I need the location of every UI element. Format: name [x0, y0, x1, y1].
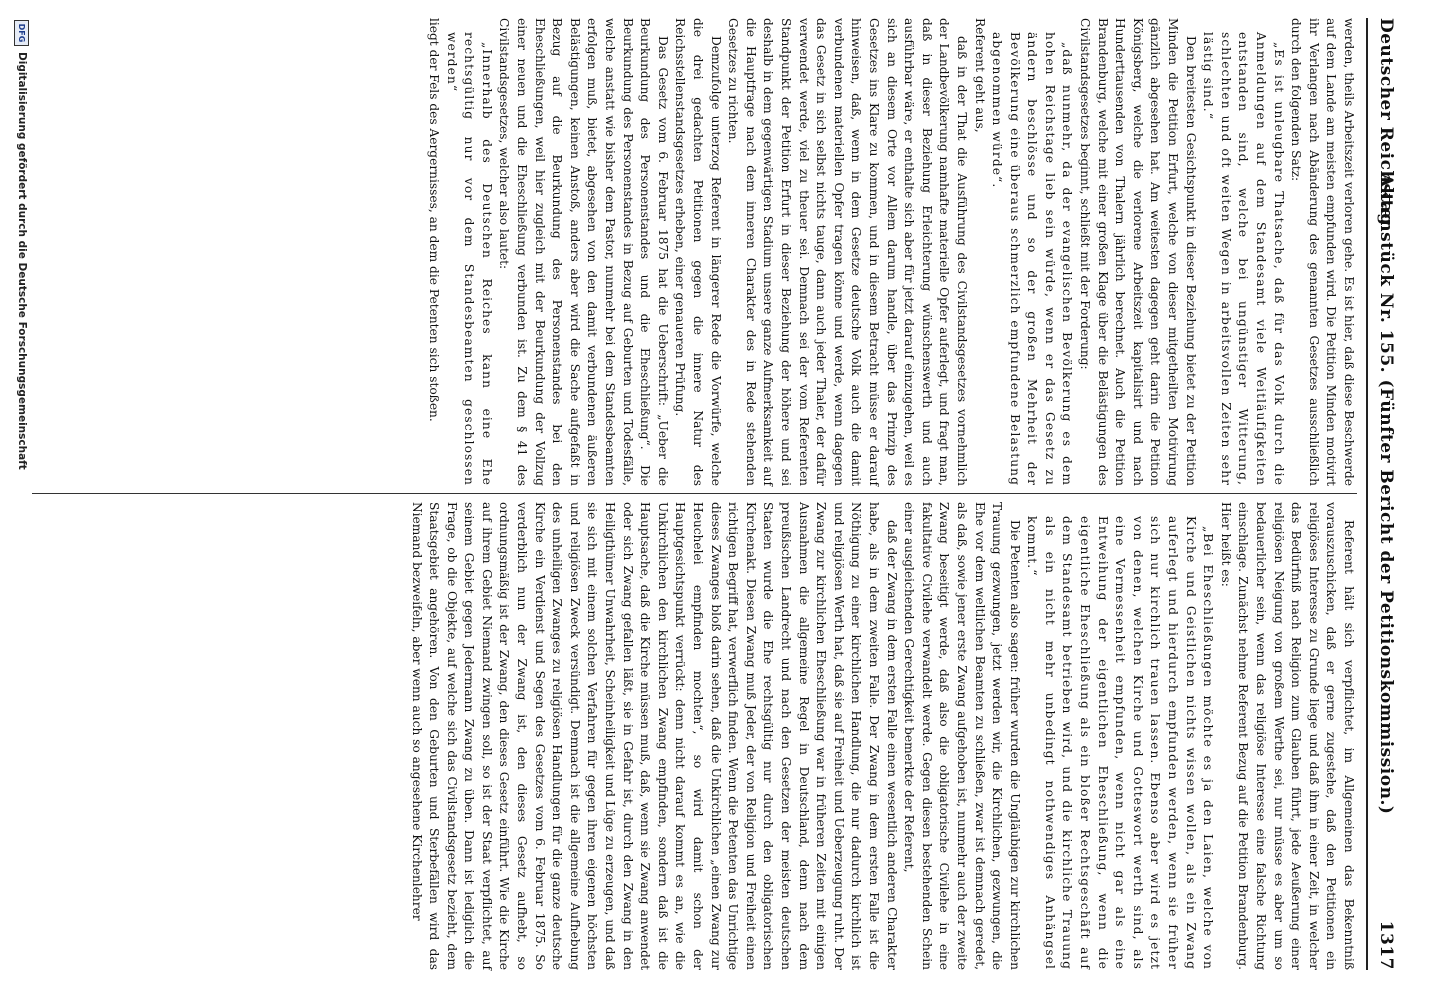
digitization-credit [8, 0, 48, 1000]
header-rule [1366, 18, 1368, 970]
paragraph: Demzufolge unterzog Referent in längerer Rede die Vorwürfe, welche die drei gedachten Petitionen gegen die innere Natur des Reichsstellenstandsgesetzes erheben, einer genaueren Prüfung. [673, 18, 723, 486]
running-header [1370, 18, 1396, 970]
paragraph: Referent geht aus, [972, 18, 987, 133]
digitization-credit-text: Digitalisierung gefördert durch die Deutsche Forschungsgemeinschaft [16, 52, 28, 470]
paragraph: daß der Zwang in dem ersten Falle einen wesentlich anderen Charakter habe, als in dem zweiten Falle. Der Zwang in dem ersten Falle ist die Nöthigung zu einer kirchlichen Handlung, die nur dadurch kirchlich ist und religiösen Werth hat, daß sie auf Freiheit und Ueberzeugung ruht. Der Zwang zur kirchlichen Eheschließung war in früheren Zeiten mit einigen Ausnahmen die allgemeine Regel in Deutschland, denn nach dem preußischen Landrecht und nach den Gesetzen der meisten deutschen Staaten wurde die Ehe rechtsgültig nur durch den obligatorischen Kirchenakt. Diesen Zwang muß Jeder, der von Religion und Freiheit einen richtigen Begriff hat, verwerflich finden. Wenn die Petenten das Unrichtige dieses Zwanges bloß darin sehen, daß die Unkirchlichen „einen Zwang zur Heuchelei empfinden mochten“, so wird damit schon der Hauptgesichtspunkt verrückt: denn nicht darauf kommt es an, wie die Unkirchlichen den kirchlichen Zwang empfinden, sondern daß ist die Hauptsache, daß die Kirche müssen muß, daß, wenn sie Zwang anwendet oder sich Zwang gefallen läßt, sie in Gefahr ist, durch den Zwang in den Heiligthümer Unwahrheit, Scheinheiligkeit und Lüge zu erzeugen, und daß sie sich mit einem solchen Verfahren für gegen ihren eigenen höchsten und religiösen Zweck versündigt. Demnach ist die allgemeine Aufhebung des unheiligen Zwanges zu religiösen Handlungen für die ganze deutsche Kirche ein Verdienst und Segen des Gesetzes vom 6. Februar 1875. So verderblich nun der Zwang ist, den dieses Gesetz aufhebt, so ordnungsmäßig ist der Zwang, den dieses Gesetz einführt. Wie die Kirche auf ihrem Gebiet Niemand zwingen soll, so ist der Staat verpflichtet, auf seinem Gebiet gegen Jedermann Zwang zu üben. Dann ist lediglich die Frage, ob die Objekte, auf welche sich das Civilstandsgesetz bezieht, dem Staatsgebiet angehören. Von den Geburten und Sterbefällen wird das Niemand bezweifeln, aber wenn auch so angesehene Kirchenlehrer [409, 502, 899, 970]
page-number: 1317 [1376, 920, 1396, 970]
paragraph: Referent hält sich verpflichtet, im Allgemeinen das Bekenntniß vorauszuschicken, daß er gerne zugestehe, daß den Petitionen ein religiöses Interesse zu Grunde liege und daß ihm in einer Zeit, in welcher das Bedürfniß nach Religion zum Glauben führt, jede Aeußerung einer religiösen Neigung von großem Werthe sei, nur müsse es aber um so bedauerlicher sein, wenn das religiöse Interesse eine falsche Richtung einschlage. Zunächst nehme Referent Bezug auf die Petition Brandenburg. Hier heißt es: [1218, 502, 1356, 970]
header-document-number [1376, 18, 1396, 970]
quoted-passage: „Innerhalb des Deutschen Reiches kann eine Ehe rechtsgültig nur vor dem Standesbeamten geschlossen werden“ [444, 32, 494, 486]
paragraph: Die Petenten also sagen: früher wurden die Ungläubigen zur kirchlichen Trauung gezwungen, jetzt werden wir, die Kirchlichen, gezwungen, die Ehe vor dem weltlichen Beamten zu schließen, zwar ist demnach geredet, als daß, sowie jener erste Zwang aufgehoben ist, nunmehr auch der zweite Zwang beseitigt werde, daß also die obligatorische Civilehe in eine fakultative Civilehe verwandelt werde. Gegen diesen bestehenden Schein einer ausgleichenden Gerechtigkeit bemerkte der Referent, [902, 502, 1022, 970]
paragraph: Das Gesetz vom 6. Februar 1875 hat die Ueberschrift: „Ueber die Beurkundung des Personenstandes und die Eheschließung“. Die Beurkundung des Personenstandes in Bezug auf Geburten und Todesfälle, welche anstatt wie bisher dem Pastor, nunmehr bei dem Standesbeamten erfolgen muß, bietet, abgesehen von den damit verbundenen äußeren Belästigungen, keinen Anstoß, anders aber wird die Sache aufgefaßt in Bezug auf die Beurkundung des Personenstandes bei den Eheschließungen, weil hier zugleich mit der Beurkundung der Vollzug einer neuen und die Eheschließung verbunden ist. Zu dem § 41 des Civilstandsgesetzes, welcher also lautet: [497, 18, 670, 486]
paragraph: werden, theils Arbeitszeit verloren gehe. Es ist hier, daß diese Beschwerde auf dem Lande am meisten empfunden wird. Die Petition Minden motivirt ihr Verlangen nach Abänderung des genannten Gesetzes ausschließlich durch den folgenden Satz: [1289, 18, 1356, 486]
column-divider [32, 493, 1357, 494]
quoted-passage: „daß nunmehr, da der evangelischen Bevölkerung es dem hohen Reichstage lieb sein würde, wenn er das Gesetz zu ändern beschlösse und so der großen Mehrheit der Bevölkerung eine überaus schmerzlich empfundene Belastung abgenommen würde“. [990, 32, 1075, 486]
header-aktenstueck: Aktenstück Nr. 155. [1376, 173, 1396, 374]
left-column [425, 18, 1357, 486]
paragraph: daß in der That die Ausführung des Civilstandsgesetzes vornehmlich der Landbevölkerung namhafte materielle Opfer auferlegt, und fragt man, daß in dieser Beziehung Erleichterung wünschenswerth und auch ausführbar wäre, er enthalte sich aber für jetzt darauf einzugehen, weil es sich an diesem Orte vor Allem darum handle, über das Prinzip des Gesetzes ins Klare zu kommen, und in diesem Betracht müsse er darauf hinweisen, daß, wenn in dem Gesetze deutsche Volk auch die damit verbundenen materiellen Opfer tragen könne und werde, wenn dagegen das Gesetz in sich selbst nichts tauge, dann auch jeder Thaler, der dafür verwendet werde, viel zu theuer sei. Demnach sei der vom Referenten Standpunkt der Petition Erfurt in dieser Beziehung der höhere und sei deshalb in dem gegenwärtigen Stadium unsere ganze Aufmerksamkeit auf die Hauptfrage nach dem inneren Charakter des in Rede stehenden Gesetzes zu richten. [726, 18, 969, 486]
header-subtitle: (Fünfter Bericht der Petitionskommission.) [1376, 379, 1396, 815]
header-publication: Deutscher Reichstag. [1376, 18, 1396, 233]
dfg-logo: DFG [14, 20, 29, 46]
text-body [32, 18, 1357, 970]
quoted-passage: „Bei Eheschließungen möchte es ja den Laien, welche von Kirche und Geistlichen nichts wissen wollen, als ein Zwang auferlegt und hierdurch empfunden werden, wenn sie früher sich nur kirchlich trauen lassen. Ebenso aber wird es jetzt von denen, welchen Kirche und Gotteswort werth sind, als eine Vermessenheit empfunden, wenn nicht gar als eine Entweihung der eigentlichen Eheschließung, wenn die eigentliche Eheschließung als ein bloßer Rechtsgeschäft auf dem Standesamt betrieben wird, und die kirchliche Trauung als ein nicht mehr unbedingt nothwendiges Anhängsel kommt.“ [1025, 516, 1216, 970]
paragraph: Den breitesten Gesichtspunkt in dieser Beziehung bietet zu der Petition Minden die Petition Erfurt, welche von dieser mitgetheilten Motivirung gänzlich abgesehen hat. Am weitesten dagegen geht darin die Petition Königsberg, welche die verlorene Arbeitszeit kapitalisirt und nach Hunderttausenden von Thalern jährlich berechnet. Auch die Petition Brandenburg, welche mit einer großen Klage über die Belästigungen des Civilstandsgesetzes beginnt, schließt mit der Forderung: [1078, 18, 1198, 486]
quoted-passage: „Es ist unleugbare Thatsache, daß für das Volk durch die Anmeldungen auf dem Standesamt viele Weitläufigkeiten entstanden sind, welche bei ungünstiger Witterung, schlechten und oft weiten Wegen in arbeitsvollen Zeiten sehr lästig sind.“ [1201, 32, 1286, 486]
paragraph: liegt der Fels des Aergernisses, an dem die Petenten sich stoßen. [427, 18, 442, 422]
right-column [407, 502, 1357, 970]
